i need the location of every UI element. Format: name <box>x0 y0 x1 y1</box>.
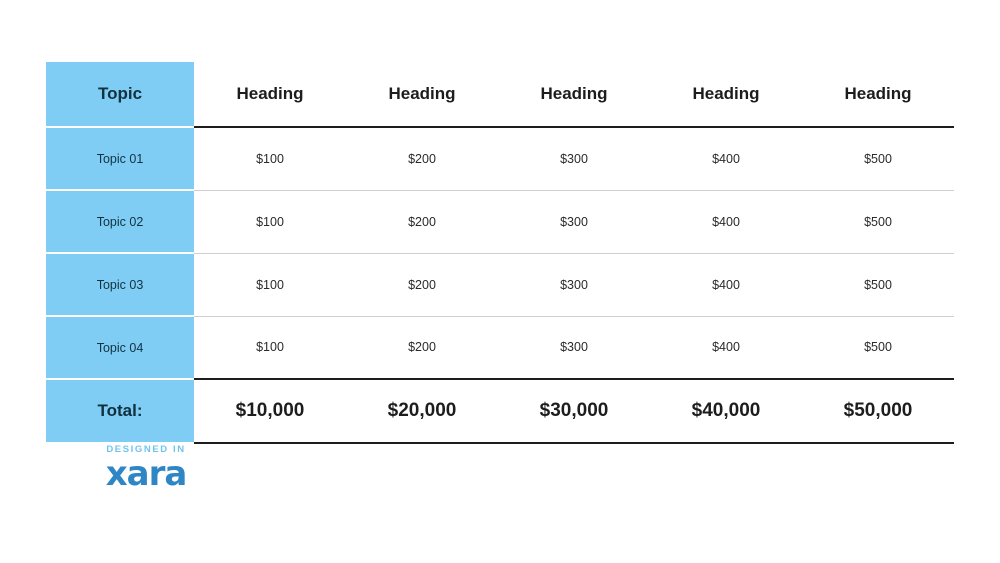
table-header <box>46 62 954 127</box>
row-label: Topic 04 <box>46 316 194 379</box>
column-header-5: Heading <box>802 62 954 127</box>
cell-value: $400 <box>650 190 802 253</box>
cell-value: $300 <box>498 127 650 190</box>
cell-value: $100 <box>194 127 346 190</box>
table-row <box>46 253 954 316</box>
pricing-table-container <box>46 62 954 444</box>
table-body <box>46 127 954 443</box>
table-row <box>46 127 954 190</box>
cell-value: $300 <box>498 190 650 253</box>
table-row <box>46 190 954 253</box>
header-row <box>46 62 954 127</box>
total-value: $30,000 <box>498 379 650 443</box>
column-header-4: Heading <box>650 62 802 127</box>
total-label: Total: <box>46 379 194 443</box>
total-value: $10,000 <box>194 379 346 443</box>
pricing-table <box>46 62 954 444</box>
row-label: Topic 01 <box>46 127 194 190</box>
cell-value: $500 <box>802 253 954 316</box>
cell-value: $100 <box>194 316 346 379</box>
cell-value: $500 <box>802 316 954 379</box>
column-header-1: Heading <box>194 62 346 127</box>
cell-value: $100 <box>194 253 346 316</box>
row-label: Topic 03 <box>46 253 194 316</box>
cell-value: $400 <box>650 253 802 316</box>
total-value: $20,000 <box>346 379 498 443</box>
column-header-topic: Topic <box>46 62 194 127</box>
total-value: $50,000 <box>802 379 954 443</box>
cell-value: $200 <box>346 127 498 190</box>
total-value: $40,000 <box>650 379 802 443</box>
cell-value: $300 <box>498 253 650 316</box>
column-header-3: Heading <box>498 62 650 127</box>
cell-value: $100 <box>194 190 346 253</box>
cell-value: $200 <box>346 253 498 316</box>
logo-tagline: DESIGNED IN <box>106 444 186 455</box>
cell-value: $500 <box>802 190 954 253</box>
xara-logo <box>76 444 216 494</box>
table-row <box>46 316 954 379</box>
cell-value: $200 <box>346 316 498 379</box>
column-header-2: Heading <box>346 62 498 127</box>
cell-value: $400 <box>650 127 802 190</box>
cell-value: $300 <box>498 316 650 379</box>
cell-value: $500 <box>802 127 954 190</box>
row-label: Topic 02 <box>46 190 194 253</box>
cell-value: $400 <box>650 316 802 379</box>
cell-value: $200 <box>346 190 498 253</box>
logo-wordmark: xara <box>105 454 187 494</box>
total-row <box>46 379 954 443</box>
